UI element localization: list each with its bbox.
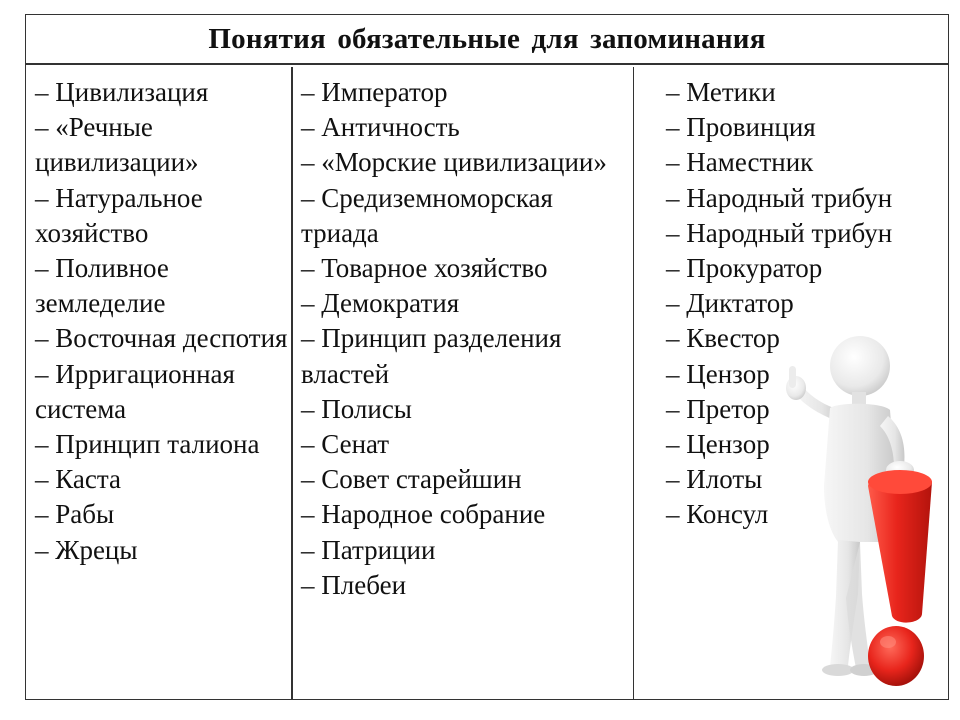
term-item: – Народный трибун	[666, 217, 893, 248]
term-item: – Диктатор	[666, 288, 794, 319]
term-item: – Натуральное хозяйство	[35, 182, 203, 248]
term-item: – Народный трибун	[666, 182, 893, 213]
term-item: – Демократия	[301, 288, 460, 319]
term-item: – Совет старейшин	[301, 464, 522, 495]
term-item: – Провинция	[666, 112, 816, 143]
term-item: – Народное собрание	[301, 499, 546, 530]
term-item: – Восточная деспотия	[35, 323, 288, 354]
column-ancient-east	[26, 67, 293, 699]
term-item: – Каста	[35, 464, 121, 495]
term-item: – Сенат	[301, 429, 390, 460]
term-item: – Император	[301, 77, 448, 107]
term-item: – Метики	[666, 77, 776, 107]
term-item: – Плебеи	[301, 569, 407, 600]
term-item: – Рабы	[35, 499, 115, 530]
table-header: Понятия обязательные для запоминания	[26, 15, 948, 65]
term-item: – Цензор	[666, 429, 770, 460]
term-item: – Ирригационная система	[35, 358, 235, 424]
term-item: – Цивилизация	[35, 77, 209, 107]
term-item: – Претор	[666, 393, 770, 424]
term-item: – Полисы	[301, 393, 412, 424]
term-item: – Консул	[666, 499, 769, 530]
term-item: – Прокуратор	[666, 253, 823, 284]
term-item: – Принцип разделения властей	[301, 323, 562, 389]
term-item: – «Речные цивилизации»	[35, 112, 199, 178]
term-item: – Квестор	[666, 323, 780, 354]
term-item: – Средиземноморская триада	[301, 182, 553, 248]
term-item: – Цензор	[666, 358, 770, 389]
column-antiquity	[293, 67, 634, 699]
term-item: – Принцип талиона	[35, 429, 260, 460]
term-item: – Патриции	[301, 534, 436, 565]
term-item: – Товарное хозяйство	[301, 253, 548, 284]
term-item: – «Морские цивилизации»	[301, 147, 607, 178]
person-with-exclamation-mark-icon	[772, 336, 947, 698]
term-item: – Поливное земледелие	[35, 253, 169, 319]
term-item: – Наместник	[666, 147, 814, 178]
term-item: – Илоты	[666, 464, 763, 495]
term-item: – Жрецы	[35, 534, 138, 565]
term-item: – Античность	[301, 112, 460, 143]
